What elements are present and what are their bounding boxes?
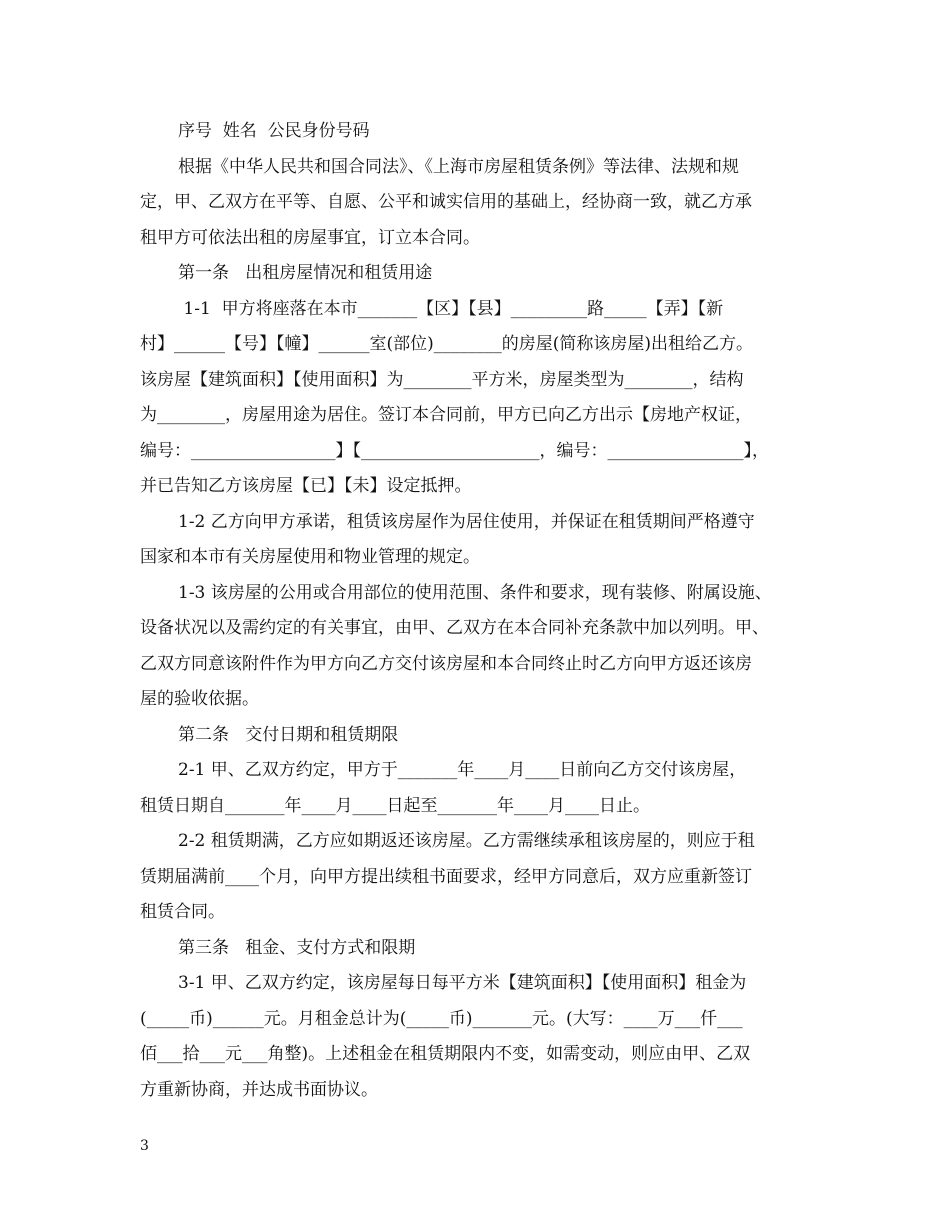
text-line: 1-1 甲方将座落在本市_______【区】【县】_________路_____【弄】【新: [178, 298, 724, 319]
text-line: (_____币)______元。月租金总计为(_____币)_______元。(大写：____万___仟___: [140, 1008, 743, 1029]
text-line: 定，甲、乙双方在平等、自愿、公平和诚实信用的基础上，经协商一致，就乙方承: [140, 192, 752, 212]
text-line: 第二条 交付日期和租赁期限: [178, 724, 399, 745]
text-line: 赁期届满前____个月，向甲方提出续租书面要求，经甲方同意后，双方应重新签订: [140, 866, 752, 887]
text-line: 编号：_________________】【_____________________，编号：________________】，: [140, 440, 769, 461]
text-line: 村】______【号】【幢】______室(部位)________的房屋(简称该房屋)出租给乙方。: [140, 334, 754, 354]
text-line: 租赁合同。: [140, 902, 225, 922]
text-line: 租甲方可依法出租的房屋事宜，订立本合同。: [140, 227, 480, 248]
text-line: 1-3 该房屋的公用或合用部位的使用范围、条件和要求，现有装修、附属设施、: [178, 582, 772, 603]
text-line: 2-2 租赁期满，乙方应如期返还该房屋。乙方需继续承租该房屋的，则应于租: [178, 831, 755, 851]
text-line: 设备状况以及需约定的有关事宜，由甲、乙双方在本合同补充条款中加以列明。甲、: [140, 618, 769, 638]
text-line: 1-2 乙方向甲方承诺，租赁该房屋作为居住使用，并保证在租赁期间严格遵守: [178, 511, 755, 532]
text-line: 乙双方同意该附件作为甲方向乙方交付该房屋和本合同终止时乙方向甲方返还该房: [140, 653, 752, 674]
text-line: 序号 姓名 公民身份号码: [178, 121, 370, 141]
contract-text-body: [140, 114, 824, 1108]
text-line: 为________，房屋用途为居住。签订本合同前，甲方已向乙方出示【房地产权证，: [140, 405, 752, 425]
text-line: 第一条 出租房屋情况和租赁用途: [178, 263, 433, 283]
text-line: 租赁日期自_______年____月____日起至_______年____月____日止。: [140, 795, 650, 816]
text-line: 第三条 租金、支付方式和限期: [178, 937, 416, 958]
text-line: 国家和本市有关房屋使用和物业管理的规定。: [140, 547, 480, 567]
text-line: 并已告知乙方该房屋【已】【未】设定抵押。: [140, 476, 472, 496]
text-line: 佰___拾___元___角整)。上述租金在租赁期限内不变，如需变动，则应由甲、乙双: [140, 1044, 751, 1064]
text-line: 方重新协商，并达成书面协议。: [140, 1079, 378, 1100]
text-line: 3-1 甲、乙双方约定，该房屋每日每平方米【建筑面积】【使用面积】租金为: [178, 973, 747, 993]
text-line: 根据《中华人民共和国合同法》、《上海市房屋租赁条例》等法律、法规和规: [178, 156, 739, 177]
text-line: 该房屋【建筑面积】【使用面积】为________平方米，房屋类型为________，结构: [140, 369, 744, 390]
page-number: 3: [140, 1138, 149, 1154]
text-line: 2-1 甲、乙双方约定，甲方于_______年____月____日前向乙方交付该房屋，: [178, 760, 747, 780]
text-line: 屋的验收依据。: [140, 689, 259, 709]
